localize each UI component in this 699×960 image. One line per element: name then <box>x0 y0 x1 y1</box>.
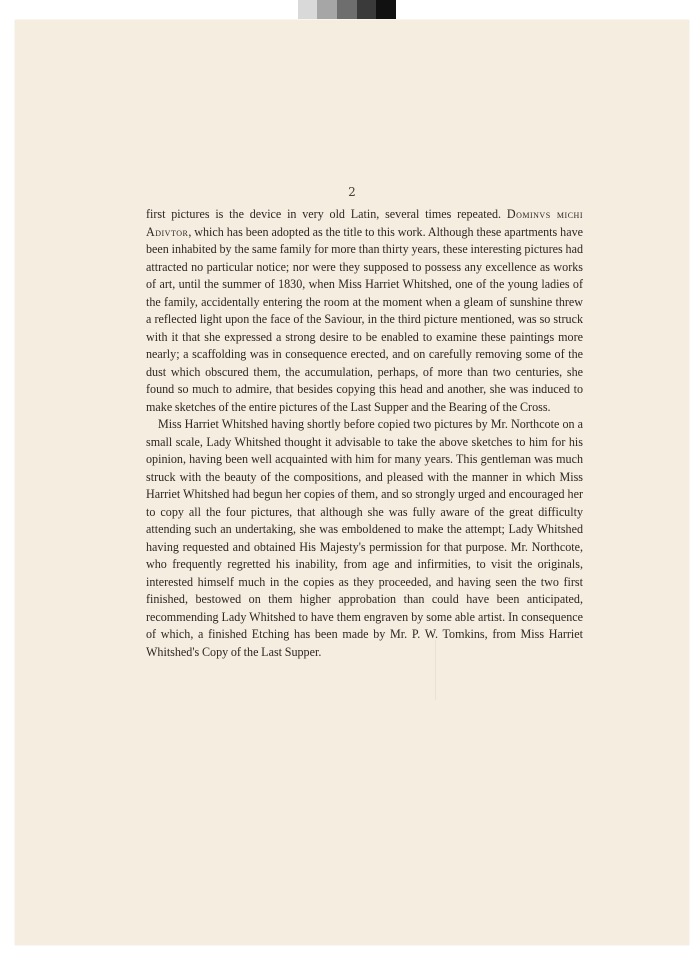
calibration-swatch <box>298 0 318 19</box>
page-number: 2 <box>348 185 356 199</box>
calibration-color-bar <box>278 0 396 19</box>
calibration-swatch <box>337 0 357 19</box>
calibration-swatch <box>376 0 396 19</box>
calibration-swatch <box>278 0 298 19</box>
paragraph-2: Miss Harriet Whitshed having shortly before copied two pictures by Mr. Northcote on a small scale, Lady Whitshed thought it advisable to take the above sketches to him for his opinion, having been well acquainted with him for many years. This gentleman was much struck with the beauty of the compositions, and pleased with the manner in which Miss Harriet Whitshed had begun her copies of them, and so strongly urged and encouraged her to copy all the four pictures, that although she was fully aware of the great difficulty attending such an undertaking, she was emboldened to make the attempt; Lady Whitshed having requested and obtained His Majesty's permission for that purpose. Mr. Northcote, who frequently regretted his inability, from age and infirmities, to visit the originals, interested himself much in the copies as they proceeded, and having seen the two first finished, bestowed on them higher approbation than could have been anticipated, recommending Lady Whitshed to have them engraven by some able artist. In consequence of which, a finished Etching has been made by Mr. P. W. Tomkins, from Miss Harriet Whitshed's Copy of the Last Supper. <box>146 417 583 659</box>
paragraph-1-start: first pictures is the device in very old Latin, several times repeated. <box>146 207 507 221</box>
calibration-swatch <box>357 0 377 19</box>
latin-motto: Dominvs michi Adivtor <box>146 207 583 239</box>
book-page <box>15 20 689 945</box>
calibration-swatch <box>317 0 337 19</box>
show-through-mark <box>435 640 436 700</box>
paragraph-1-rest: , which has been adopted as the title to this work. Although these apartments have been inhabited by the same family for more than thirty years, these interesting pictures had attracted no particular notice; nor were they supposed to possess any excellence as works of art, until the summer of 1830, when Miss Harriet Whitshed, one of the young ladies of the family, accidentally entering the room at the moment when a gleam of sunshine threw a reflected light upon the face of the Saviour, in the third picture mentioned, was so struck with it that she expressed a strong desire to be enabled to examine these paintings more nearly; a scaffolding was in consequence erected, and on carefully removing some of the dust which obscured them, the accumulation, perhaps, of more than two centuries, she found so much to admire, that besides copying this head and another, she was induced to make sketches of the entire pictures of the Last Supper and the Bearing of the Cross. <box>146 224 583 414</box>
paragraph-1 <box>146 206 583 416</box>
body-text <box>146 206 583 661</box>
